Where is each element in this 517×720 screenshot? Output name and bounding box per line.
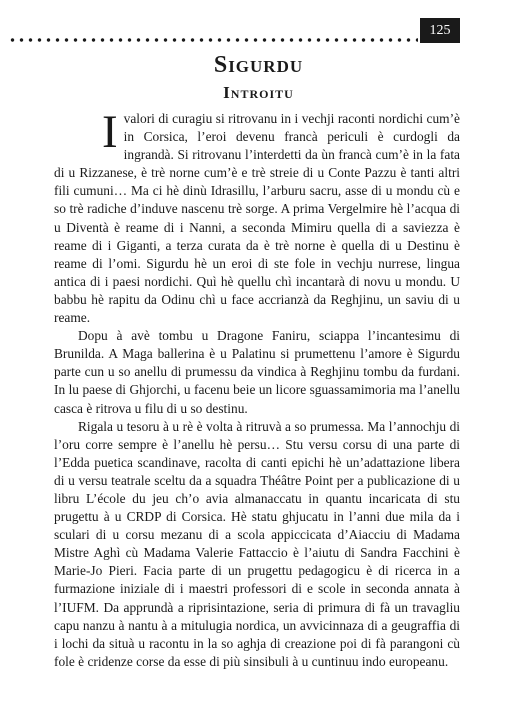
paragraph-text: Dopu à avè tombu u Dragone Faniru, sciappa l’incantesimu di Brunilda. A Maga ballerina è u Palatinu si prumettenu l’amore è Sigurdu parte cun u so anellu di prumessu da vindica à Reghjinu tombu da furdani. In lu paese di Ghjorchi, u facenu beie un licore sguassamimoria ma l’anellu casca è ritrova u filu di u so destinu. <box>54 328 460 416</box>
paragraph-3 <box>54 418 460 671</box>
drop-cap: I <box>102 106 118 158</box>
dotted-header-rule <box>8 36 418 44</box>
paragraph-text: Rigala u tesoru à u rè è volta à ritruvà a so prumessa. Ma l’annochju di l’oru corre sempre è l’anellu hè persu… Stu versu corsu di una parte di l’Edda puetica scandinave, racolta di canti epichi hè un’adattazione libera di u versu teatrale sceltu da a squadra Théâtre Point per a publicazione di u libru L’école du jeu ch’o avia almanaccatu in quantu incaricata di stu prugettu à u CRDP di Corsica. Hè statu ghjucatu in l’anni due mila da i sculari di u corsu mezanu di a scola appiccicata d’Aiacciu di Madama Mistre Aghì cù Madama Valerie Fattaccio è l’aiutu di Sandra Facchini è Marie-Jo Pieri. Facia parte di un prugettu pedagogicu è di ricerca in a furmazione iniziale di i maestri professori di e scole in seconda annata à l’IUFM. Da apprundà a riprisintazione, seria di primura di fà un travagliu capu nanzu à nantu à a mitulugia nordica, un avvicinnaza di a geugraffia di i lochi da situà u racontu in la so aghja di creazione poi di fà parangoni cù fole è cridenze corse da esse di più sinsibuli à u cuntinuu indo europeanu. <box>54 418 460 669</box>
paragraph-2 <box>54 327 460 417</box>
paragraph-text: valori di curagiu si ritrovanu in i vechji raconti nordichi cum’è in Corsica, l’eroi devenu francà periculi è curdogli da ingrandà. Si ritrovanu l’interdetti da ùn francà cum’è in la fata di u Rizzanese, è trè norne cum’è e trè streie di u Conte Pazzu è tanti altri fili cumuni… Ma ci hè dinù Idrasillu, l’arburu sacru, asse di u mondu cù e so trè radiche d’induve nascenu trè sorge. A prima Vergelmire hè l’acqua di u Diventà è reame di i Nanni, a seconda Mimiru quella di a saviezza è reame di i Giganti, a terza curata da è trè norne è quella di u Destinu è reame di l’omi. Sigurdu hè un eroi di ste fole in vechju nurrese, lingua antica di i paesi nordichi. Quì hè quellu chì incantarà di novu u mondu. U babbu hè rapitu da Odinu chì u face accrianzà da Reghjinu, un saviu di u reame. <box>54 111 460 326</box>
body-text <box>54 106 460 671</box>
page-title: Sigurdu <box>213 52 304 78</box>
section-subtitle: Introitu <box>223 83 294 102</box>
paragraph-1 <box>54 106 460 327</box>
page-number: 125 <box>420 18 460 43</box>
